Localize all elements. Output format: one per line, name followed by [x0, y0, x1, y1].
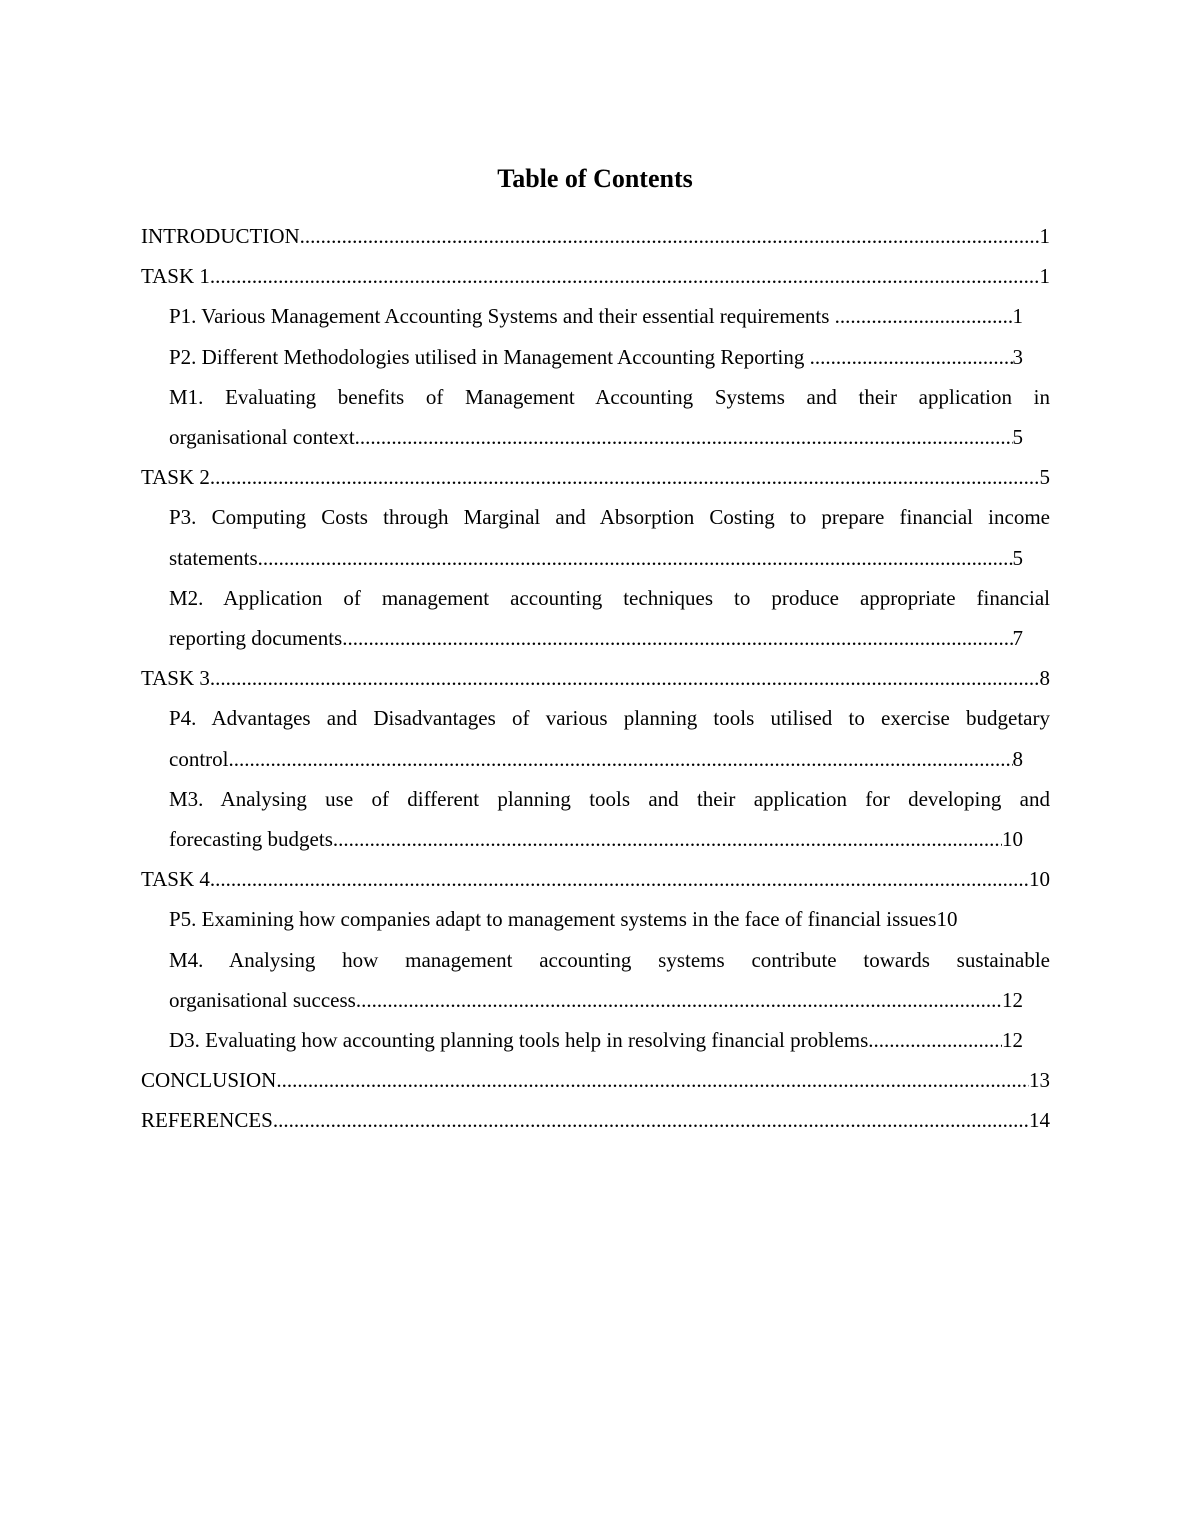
- toc-entry-text: CONCLUSION: [141, 1068, 277, 1093]
- toc-entry-first-line: M2. Application of management accounting techniques to produce appropriate financial: [169, 585, 1050, 610]
- toc-entry-text: TASK 1: [141, 264, 210, 289]
- toc-entry-page: 8: [1012, 746, 1023, 771]
- toc-entry-page: 1: [1039, 224, 1050, 248]
- toc-entry-m3[interactable]: [141, 779, 1050, 859]
- toc-entry-first-line: P3. Computing Costs through Marginal and Absorption Costing to prepare financial income: [169, 505, 1050, 530]
- dot-leader: [868, 1020, 1002, 1060]
- toc-entry-text: organisational success: [169, 987, 356, 1012]
- dot-leader: [810, 337, 1013, 377]
- toc-entry-p1[interactable]: [141, 296, 1050, 336]
- toc-entry-page: 7: [1012, 626, 1023, 651]
- toc-entry-m1[interactable]: [141, 377, 1050, 457]
- toc-entry-page: 14: [1029, 1108, 1050, 1133]
- toc-entry-first-line: M1. Evaluating benefits of Management Accounting Systems and their application in: [169, 384, 1050, 409]
- toc-entry-page: 5: [1012, 425, 1023, 450]
- dot-leader: [355, 417, 1013, 457]
- toc-entry-text: INTRODUCTION: [141, 224, 300, 248]
- toc-entry-text: P5. Examining how companies adapt to management systems in the face of financial issues: [169, 907, 937, 932]
- toc-entry-page: 8: [1039, 666, 1050, 691]
- toc-entry-page: 1: [1039, 264, 1050, 289]
- toc-entry-page: 5: [1012, 545, 1023, 570]
- toc-title: Table of Contents: [497, 164, 693, 193]
- table-of-contents: [141, 216, 1050, 1141]
- dot-leader: [300, 216, 1040, 256]
- dot-leader: [273, 1100, 1029, 1140]
- toc-entry-text: organisational context: [169, 425, 355, 450]
- dot-leader: [342, 618, 1012, 658]
- dot-leader: [258, 538, 1013, 578]
- toc-entry-m4[interactable]: [141, 940, 1050, 1020]
- toc-entry-first-line: P4. Advantages and Disadvantages of various planning tools utilised to exercise budgetary: [169, 706, 1050, 731]
- toc-entry-conclusion[interactable]: [141, 1060, 1050, 1100]
- toc-entry-introduction[interactable]: [141, 216, 1050, 256]
- toc-entry-task-1[interactable]: [141, 256, 1050, 296]
- toc-entry-page: 1: [1012, 304, 1023, 329]
- toc-entry-d3[interactable]: [141, 1020, 1050, 1060]
- dot-leader: [210, 256, 1040, 296]
- toc-entry-text: forecasting budgets: [169, 827, 333, 852]
- toc-entry-references[interactable]: [141, 1100, 1050, 1140]
- toc-entry-page: 13: [1029, 1068, 1050, 1093]
- dot-leader: [210, 658, 1040, 698]
- toc-entry-text: TASK 4: [141, 867, 210, 892]
- toc-entry-text: REFERENCES: [141, 1108, 273, 1133]
- toc-entry-page: 10: [1029, 867, 1050, 892]
- toc-entry-task-3[interactable]: [141, 658, 1050, 698]
- toc-entry-text: P1. Various Management Accounting Systems and their essential requirements: [169, 304, 835, 329]
- toc-entry-page: 12: [1002, 1028, 1023, 1053]
- toc-entry-page: 3: [1012, 344, 1023, 369]
- toc-entry-first-line: M3. Analysing use of different planning tools and their application for developing and: [169, 786, 1050, 811]
- toc-entry-task-2[interactable]: [141, 457, 1050, 497]
- toc-entry-task-4[interactable]: [141, 859, 1050, 899]
- toc-entry-text: D3. Evaluating how accounting planning tools help in resolving financial problems: [169, 1028, 869, 1053]
- toc-entry-m2[interactable]: [141, 578, 1050, 658]
- dot-leader: [356, 980, 1002, 1020]
- toc-entry-first-line: M4. Analysing how management accounting systems contribute towards sustainable: [169, 947, 1050, 972]
- toc-entry-page: 12: [1002, 987, 1023, 1012]
- dot-leader: [835, 296, 1013, 336]
- dot-leader: [210, 859, 1029, 899]
- toc-entry-page: 5: [1039, 465, 1050, 490]
- toc-entry-text: TASK 3: [141, 666, 210, 691]
- toc-entry-p3[interactable]: [141, 497, 1050, 577]
- toc-entry-p5[interactable]: [141, 899, 1050, 939]
- toc-entry-page: 10: [1002, 827, 1023, 852]
- toc-entry-text: control: [169, 746, 229, 771]
- toc-entry-text: statements: [169, 545, 258, 570]
- dot-leader: [333, 819, 1002, 859]
- toc-entry-text: reporting documents: [169, 626, 343, 651]
- dot-leader: [276, 1060, 1029, 1100]
- dot-leader: [228, 739, 1012, 779]
- toc-entry-p2[interactable]: [141, 337, 1050, 377]
- toc-entry-text: P2. Different Methodologies utilised in Management Accounting Reporting: [169, 344, 810, 369]
- toc-entry-p4[interactable]: [141, 698, 1050, 778]
- toc-entry-page: 10: [936, 907, 958, 932]
- toc-entry-text: TASK 2: [141, 465, 210, 490]
- dot-leader: [210, 457, 1040, 497]
